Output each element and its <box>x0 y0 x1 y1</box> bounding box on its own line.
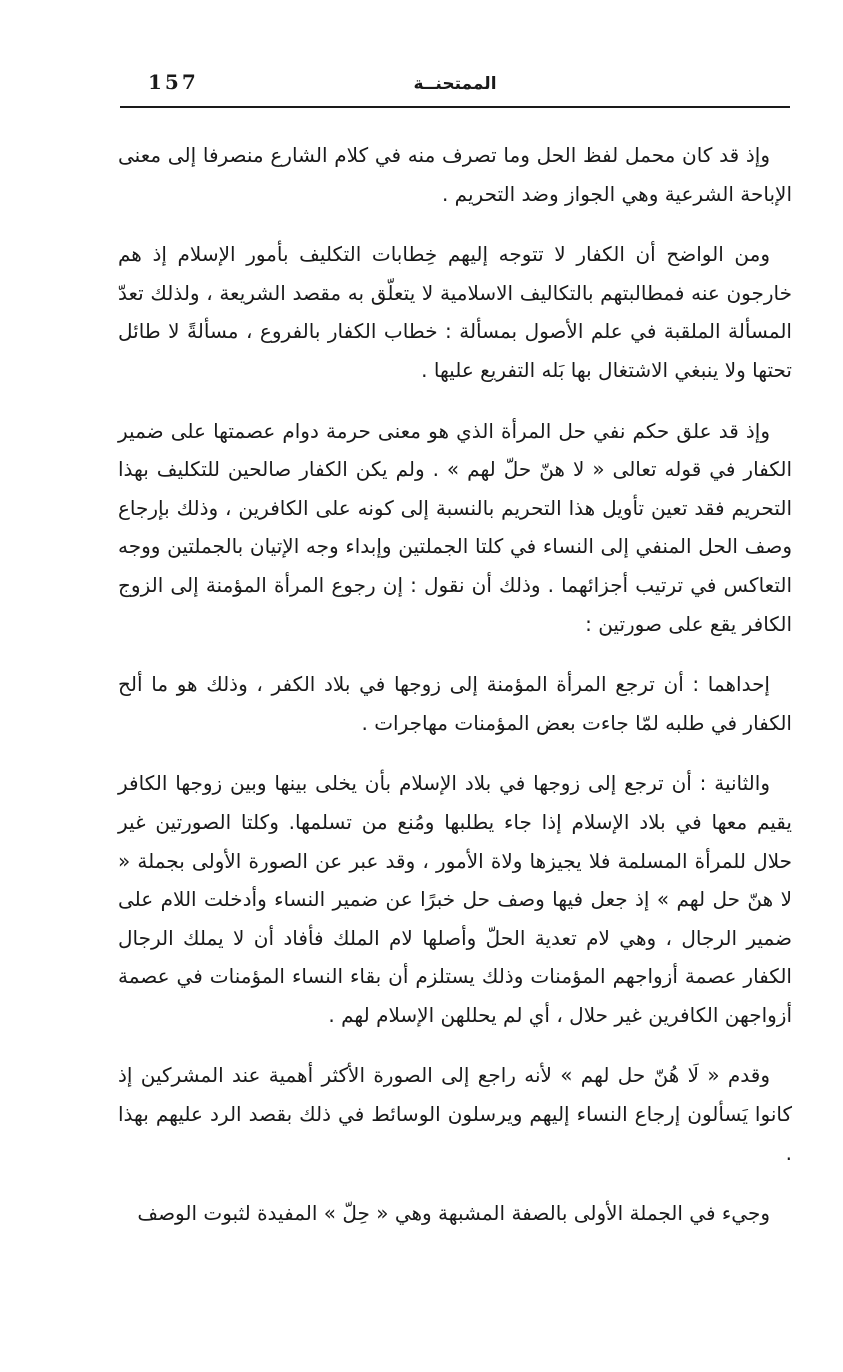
page-header <box>120 62 790 106</box>
paragraph: والثانية : أن ترجع إلى زوجها في بلاد الإسلام بأن يخلى بينها وبين زوجها الكافر يقيم معها في بلاد الإسلام إذا جاء يطلبها ومُنع من تسلمها. وكلتا الصورتين غير حلال للمرأة المسلمة فلا يجيزها ولاة الأمور ، وقد عبر عن الصورة الأولى بجملة « لا هنّ حل لهم » إذ جعل فيها وصف حل خبرًا عن ضمير النساء وأدخلت اللام على ضمير الرجال ، وهي لام تعدية الحلّ وأصلها لام الملك فأفاد أن لا يملك الرجال الكفار عصمة أزواجهم المؤمنات وذلك يستلزم أن بقاء النساء المؤمنات في عصمة أزواجهن الكافرين غير حلال ، أي لم يحللهن الإسلام لهم . <box>118 771 792 1027</box>
paragraph: وقدم « لَا هُنّ حل لهم » لأنه راجع إلى الصورة الأكثر أهمية عند المشركين إذ كانوا يَسألون إرجاع النساء إليهم ويرسلون الوسائط في ذلك بقصد الرد عليهم بهذا . <box>118 1063 792 1165</box>
paragraph: وإذ قد علق حكم نفي حل المرأة الذي هو معنى حرمة دوام عصمتها على ضمير الكفار في قوله تعالى « لا هنّ حلّ لهم » . ولم يكن الكفار صالحين للتكليف بهذا التحريم فقد تعين تأويل هذا التحريم بالنسبة إلى كونه على الكافرين ، وذلك بإرجاع وصف الحل المنفي إلى النساء في كلتا الجملتين وإبداء وجه الإتيان بالجملتين ووجه التعاكس في ترتيب أجزائهما . وذلك أن نقول : إن رجوع المرأة المؤمنة إلى الزوج الكافر يقع على صورتين : <box>118 418 792 636</box>
paragraph: ومن الواضح أن الكفار لا تتوجه إليهم خِطابات التكليف بأمور الإسلام إذ هم خارجون عنه فمطالبتهم بالتكاليف الاسلامية لا يتعلّق به مقصد الشريعة ، ولذلك تعدّ المسألة الملقبة في علم الأصول بمسألة : خطاب الكفار بالفروع ، مسألةً لا طائل تحتها ولا ينبغي الاشتغال بها بَله التفريع عليها . <box>118 242 792 382</box>
page-number: 157 <box>148 70 199 94</box>
header-rule <box>120 106 790 108</box>
paragraph: وإذ قد كان محمل لفظ الحل وما تصرف منه في كلام الشارع منصرفا إلى معنى الإباحة الشرعية وهي الجواز وضد التحريم . <box>118 143 792 206</box>
paragraph: إحداهما : أن ترجع المرأة المؤمنة إلى زوجها في بلاد الكفر ، وذلك هو ما ألح الكفار في طلبه لمّا جاءت بعض المؤمنات مهاجرات . <box>118 672 792 735</box>
running-head: الممتحنــة <box>413 74 497 94</box>
body-text <box>118 136 792 1255</box>
paragraph: وجيء في الجملة الأولى بالصفة المشبهة وهي « حِلّ » المفيدة لثبوت الوصف <box>137 1201 770 1226</box>
